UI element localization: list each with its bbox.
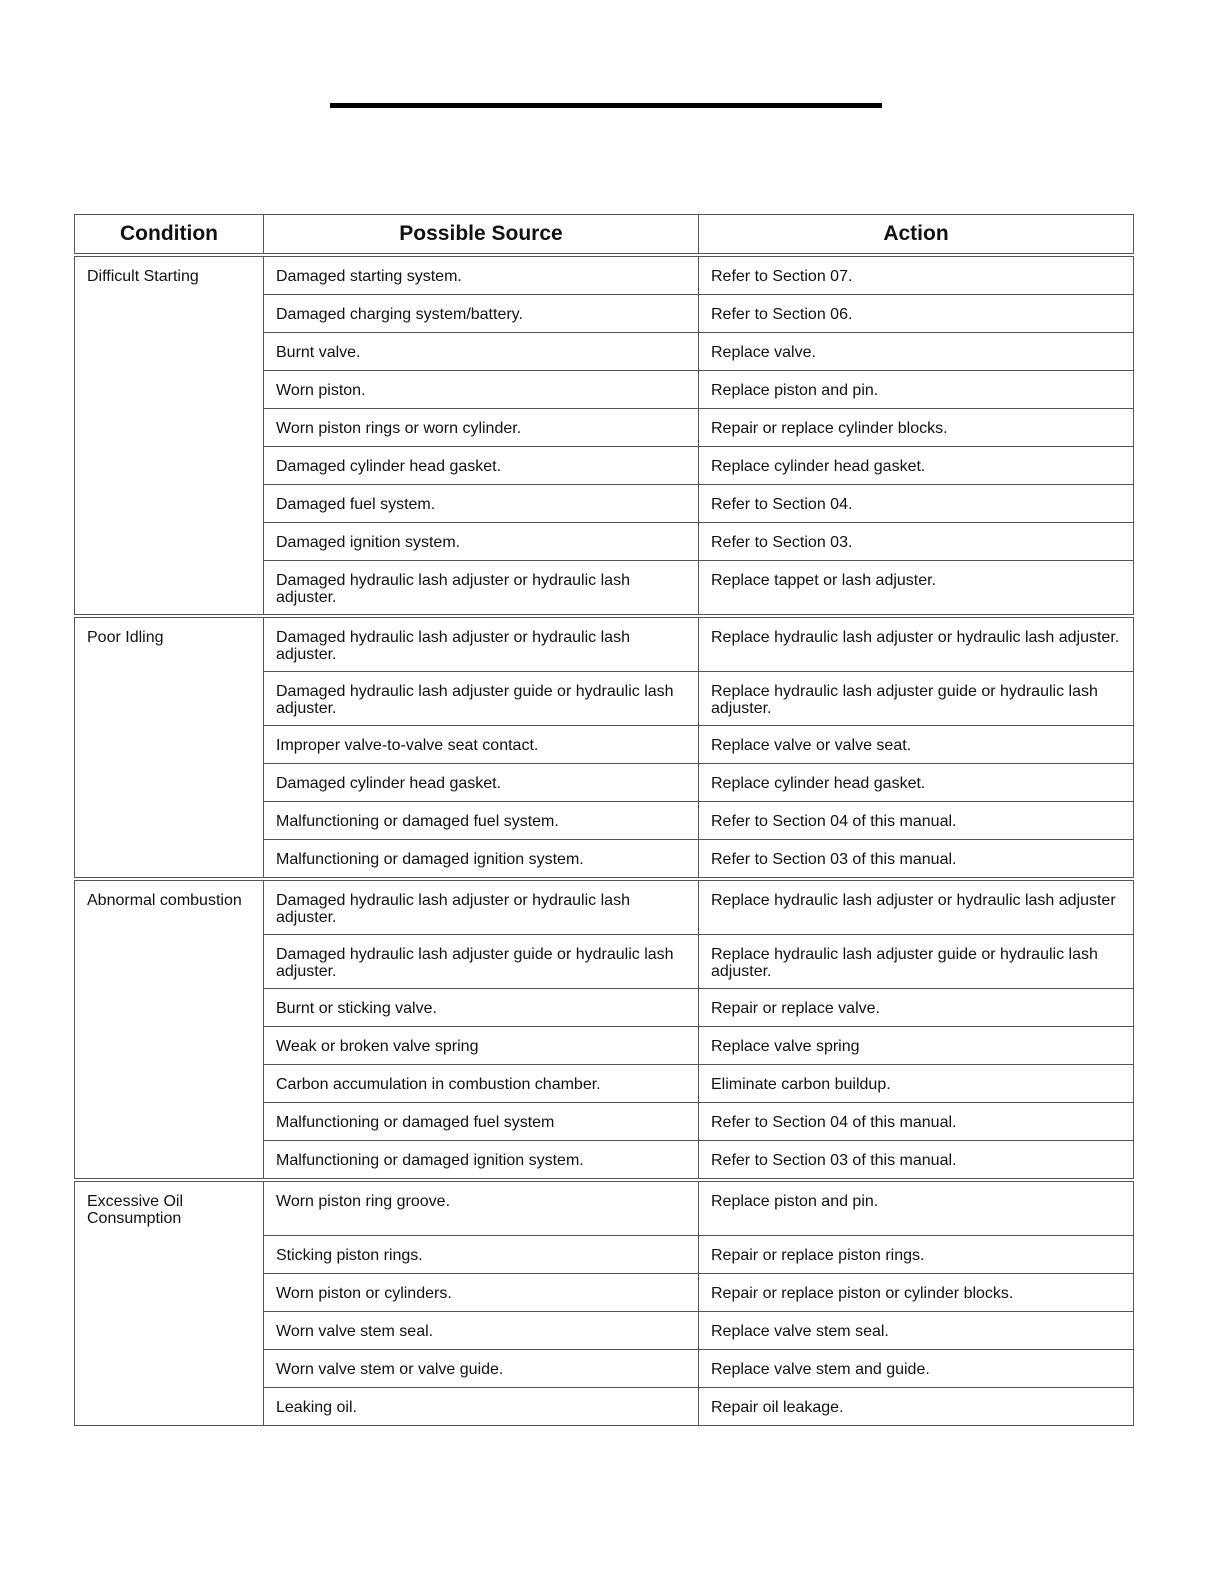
possible-source-cell: Worn piston or cylinders. <box>264 1274 699 1312</box>
header-rule <box>330 103 882 108</box>
possible-source-cell: Malfunctioning or damaged fuel system <box>264 1103 699 1141</box>
action-cell: Refer to Section 06. <box>699 295 1134 333</box>
possible-source-cell: Damaged ignition system. <box>264 523 699 561</box>
action-cell: Replace valve stem and guide. <box>699 1350 1134 1388</box>
possible-source-cell: Worn piston. <box>264 371 699 409</box>
possible-source-cell: Damaged cylinder head gasket. <box>264 447 699 485</box>
action-cell: Replace hydraulic lash adjuster guide or hydraulic lash adjuster. <box>699 935 1134 989</box>
possible-source-cell: Damaged hydraulic lash adjuster or hydraulic lash adjuster. <box>264 879 699 935</box>
possible-source-cell: Damaged starting system. <box>264 255 699 295</box>
action-cell: Refer to Section 04. <box>699 485 1134 523</box>
possible-source-cell: Worn piston rings or worn cylinder. <box>264 409 699 447</box>
table-row <box>75 879 1134 935</box>
possible-source-cell: Malfunctioning or damaged ignition system. <box>264 840 699 880</box>
table-body <box>75 255 1134 1426</box>
possible-source-cell: Damaged hydraulic lash adjuster guide or hydraulic lash adjuster. <box>264 935 699 989</box>
action-cell: Replace cylinder head gasket. <box>699 447 1134 485</box>
action-cell: Replace valve. <box>699 333 1134 371</box>
action-cell: Refer to Section 07. <box>699 255 1134 295</box>
header-condition: Condition <box>75 215 264 256</box>
action-cell: Replace cylinder head gasket. <box>699 764 1134 802</box>
possible-source-cell: Worn piston ring groove. <box>264 1180 699 1236</box>
action-cell: Replace valve spring <box>699 1027 1134 1065</box>
possible-source-cell: Worn valve stem seal. <box>264 1312 699 1350</box>
action-cell: Repair or replace cylinder blocks. <box>699 409 1134 447</box>
action-cell: Repair oil leakage. <box>699 1388 1134 1426</box>
action-cell: Refer to Section 04 of this manual. <box>699 1103 1134 1141</box>
action-cell: Refer to Section 04 of this manual. <box>699 802 1134 840</box>
possible-source-cell: Burnt valve. <box>264 333 699 371</box>
action-cell: Replace tappet or lash adjuster. <box>699 561 1134 617</box>
action-cell: Refer to Section 03 of this manual. <box>699 1141 1134 1181</box>
header-possible-source: Possible Source <box>264 215 699 256</box>
possible-source-cell: Sticking piston rings. <box>264 1236 699 1274</box>
action-cell: Eliminate carbon buildup. <box>699 1065 1134 1103</box>
action-cell: Replace valve or valve seat. <box>699 726 1134 764</box>
possible-source-cell: Malfunctioning or damaged ignition system. <box>264 1141 699 1181</box>
possible-source-cell: Damaged hydraulic lash adjuster or hydraulic lash adjuster. <box>264 616 699 672</box>
action-cell: Refer to Section 03. <box>699 523 1134 561</box>
action-cell: Repair or replace valve. <box>699 989 1134 1027</box>
condition-cell: Difficult Starting <box>75 255 264 616</box>
possible-source-cell: Malfunctioning or damaged fuel system. <box>264 802 699 840</box>
action-cell: Refer to Section 03 of this manual. <box>699 840 1134 880</box>
possible-source-cell: Improper valve-to-valve seat contact. <box>264 726 699 764</box>
header-row <box>75 215 1134 256</box>
possible-source-cell: Damaged hydraulic lash adjuster guide or hydraulic lash adjuster. <box>264 672 699 726</box>
action-cell: Repair or replace piston or cylinder blocks. <box>699 1274 1134 1312</box>
possible-source-cell: Damaged cylinder head gasket. <box>264 764 699 802</box>
action-cell: Repair or replace piston rings. <box>699 1236 1134 1274</box>
action-cell: Replace piston and pin. <box>699 371 1134 409</box>
possible-source-cell: Worn valve stem or valve guide. <box>264 1350 699 1388</box>
possible-source-cell: Burnt or sticking valve. <box>264 989 699 1027</box>
possible-source-cell: Damaged fuel system. <box>264 485 699 523</box>
table-row <box>75 255 1134 295</box>
action-cell: Replace valve stem seal. <box>699 1312 1134 1350</box>
condition-cell: Poor Idling <box>75 616 264 879</box>
table-row <box>75 1180 1134 1236</box>
header-action: Action <box>699 215 1134 256</box>
possible-source-cell: Carbon accumulation in combustion chamber. <box>264 1065 699 1103</box>
possible-source-cell: Damaged hydraulic lash adjuster or hydraulic lash adjuster. <box>264 561 699 617</box>
possible-source-cell: Leaking oil. <box>264 1388 699 1426</box>
possible-source-cell: Weak or broken valve spring <box>264 1027 699 1065</box>
action-cell: Replace hydraulic lash adjuster guide or hydraulic lash adjuster. <box>699 672 1134 726</box>
table-row <box>75 616 1134 672</box>
condition-cell: Abnormal combustion <box>75 879 264 1180</box>
troubleshooting-table <box>74 214 1134 1426</box>
action-cell: Replace hydraulic lash adjuster or hydraulic lash adjuster. <box>699 616 1134 672</box>
action-cell: Replace piston and pin. <box>699 1180 1134 1236</box>
condition-cell: Excessive Oil Consumption <box>75 1180 264 1426</box>
possible-source-cell: Damaged charging system/battery. <box>264 295 699 333</box>
action-cell: Replace hydraulic lash adjuster or hydraulic lash adjuster <box>699 879 1134 935</box>
